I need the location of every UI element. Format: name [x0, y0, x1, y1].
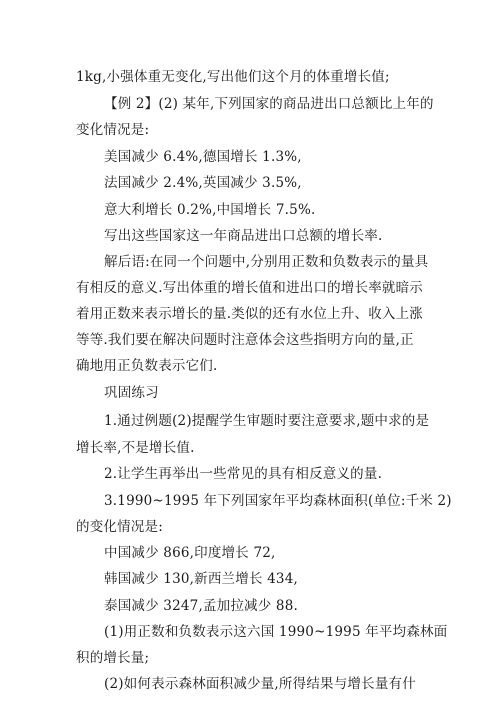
- text-line-17: 3.1990~1995 年下列国家年平均森林面积(单位:千米 2): [104, 493, 452, 509]
- text-line-4: 美国减少 6.4%,德国增长 1.3%,: [104, 149, 302, 165]
- text-line-24: (2)如何表示森林面积减少量,所得结果与增长量有什: [104, 676, 416, 692]
- text-line-19: 中国减少 866,印度增长 72,: [104, 545, 276, 561]
- text-line-1: 1kg,小强体重无变化,写出他们这个月的体重增长值;: [76, 69, 390, 85]
- text-line-12: 确地用正负数表示它们.: [76, 358, 218, 374]
- text-line-10: 着用正数来表示增长的量.类似的还有水位上升、收入上涨: [76, 306, 423, 322]
- text-line-20: 韩国减少 130,新西兰增长 434,: [104, 571, 298, 587]
- text-line-13: 巩固练习: [104, 385, 159, 401]
- text-line-7: 写出这些国家这一年商品进出口总额的增长率.: [104, 228, 383, 244]
- text-line-23: 积的增长量;: [76, 650, 150, 666]
- text-line-9: 有相反的意义.写出体重的增长值和进出口的增长率就暗示: [76, 280, 423, 296]
- text-line-15: 增长率,不是增长值.: [76, 440, 195, 456]
- text-line-8: 解后语:在同一个问题中,分别用正数和负数表示的量具: [104, 254, 429, 270]
- text-line-22: (1)用正数和负数表示这六国 1990~1995 年平均森林面: [104, 624, 448, 640]
- text-line-16: 2.让学生再举出一些常见的具有相反意义的量.: [104, 466, 383, 482]
- text-line-3: 变化情况是:: [76, 122, 150, 138]
- text-line-18: 的变化情况是:: [76, 519, 163, 535]
- text-line-11: 等等.我们要在解决问题时注意体会这些指明方向的量,正: [76, 332, 414, 348]
- text-line-5: 法国减少 2.4%,英国减少 3.5%,: [104, 175, 302, 191]
- text-line-2: 【例 2】(2) 某年,下列国家的商品进出口总额比上年的: [104, 96, 434, 112]
- text-line-14: 1.通过例题(2)提醒学生审题时要注意要求,题中求的是: [104, 413, 430, 429]
- text-line-6: 意大利增长 0.2%,中国增长 7.5%.: [104, 202, 316, 218]
- text-line-21: 泰国减少 3247,孟加拉减少 88.: [104, 598, 298, 614]
